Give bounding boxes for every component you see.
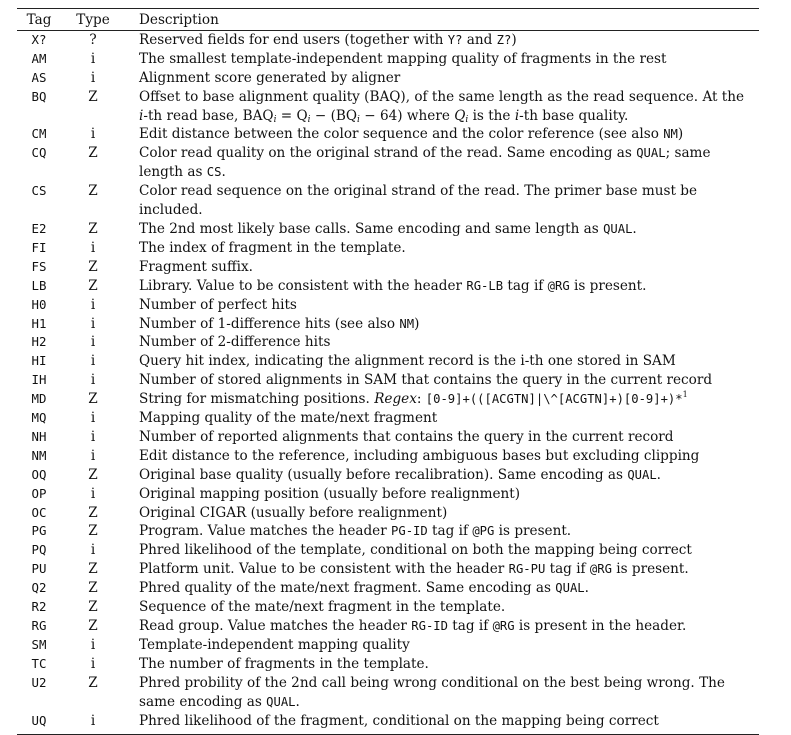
tag-cell: MD	[31, 391, 47, 407]
table-row	[17, 712, 759, 731]
type-cell: Z	[88, 674, 98, 691]
type-cell: Z	[88, 504, 98, 521]
table-row	[17, 674, 759, 712]
description-cell: Number of perfect hits	[139, 296, 297, 313]
tag-cell: CQ	[31, 145, 47, 161]
type-cell: i	[90, 239, 96, 256]
type-cell: i	[90, 353, 96, 370]
description-cell: Original base quality (usually before recalibration). Same encoding as QUAL.	[139, 466, 661, 483]
description-cell: Phred likelihood of the template, conditional on both the mapping being correct	[139, 542, 692, 559]
table-row	[17, 466, 759, 485]
type-cell: Z	[88, 580, 98, 597]
sam-tags-table	[17, 8, 759, 735]
header-type: Type	[76, 12, 110, 28]
top-rule	[17, 8, 759, 9]
tag-cell: MQ	[31, 410, 47, 426]
description-cell: Template-independent mapping quality	[139, 636, 410, 653]
tag-cell: PU	[31, 561, 47, 577]
type-cell: i	[90, 410, 96, 427]
description-cell: The 2nd most likely base calls. Same encoding and same length as QUAL.	[139, 220, 637, 237]
table-row	[17, 560, 759, 579]
table-row	[17, 636, 759, 655]
tag-cell: PG	[31, 523, 47, 539]
tag-cell: FI	[31, 239, 47, 255]
tag-cell: H1	[31, 315, 47, 331]
table-row	[17, 277, 759, 296]
description-cell: Program. Value matches the header PG-ID tag if @PG is present.	[139, 523, 572, 540]
type-cell: Z	[88, 561, 98, 578]
description-cell: Number of stored alignments in SAM that contains the query in the current record	[139, 372, 713, 389]
tag-cell: OQ	[31, 466, 47, 482]
tag-cell: HI	[31, 353, 47, 369]
description-cell: Alignment score generated by aligner	[139, 69, 401, 86]
description-cell: Original mapping position (usually before realignment)	[139, 485, 521, 502]
type-cell: Z	[88, 618, 98, 634]
table-row	[17, 88, 759, 126]
tag-cell: U2	[31, 674, 47, 690]
table-body	[17, 31, 759, 731]
tag-cell: BQ	[31, 88, 47, 104]
tag-cell: SM	[31, 636, 47, 652]
table-row	[17, 655, 759, 674]
table-row	[17, 598, 759, 617]
description-cell: Platform unit. Value to be consistent with the header RG-PU tag if @RG is present.	[139, 561, 689, 578]
table-row	[17, 333, 759, 352]
tag-cell: CM	[31, 126, 47, 142]
table-row	[17, 390, 759, 409]
description-cell: Phred probility of the 2nd call being wrong conditional on the best being wrong. The same encoding as QUAL.	[139, 674, 725, 710]
table-row	[17, 125, 759, 144]
description-cell: Reserved fields for end users (together with Y? and Z?)	[139, 31, 517, 48]
table-row	[17, 447, 759, 466]
header-description: Description	[139, 12, 219, 28]
description-cell: Color read sequence on the original strand of the read. The primer base must be included.	[139, 183, 698, 219]
description-cell: Color read quality on the original strand of the read. Same encoding as QUAL; same length as CS.	[139, 145, 711, 181]
type-cell: Z	[88, 220, 98, 237]
type-cell: Z	[88, 466, 98, 483]
type-cell: Z	[88, 277, 98, 294]
tag-cell: UQ	[31, 712, 47, 728]
description-cell: Original CIGAR (usually before realignment)	[139, 504, 448, 521]
table-row	[17, 182, 759, 220]
tag-cell: AM	[31, 50, 47, 66]
type-cell: Z	[88, 523, 98, 540]
tag-cell: E2	[31, 220, 47, 236]
type-cell: i	[90, 69, 96, 86]
description-cell: Sequence of the mate/next fragment in the template.	[139, 599, 506, 616]
type-cell: i	[90, 126, 96, 143]
table-row	[17, 485, 759, 504]
type-cell: ?	[89, 31, 97, 48]
type-cell: i	[90, 334, 96, 351]
table-row	[17, 31, 759, 50]
tag-cell: X?	[31, 31, 47, 47]
type-cell: i	[90, 447, 96, 464]
table-row	[17, 541, 759, 560]
tag-cell: OC	[31, 504, 47, 520]
description-cell: Mapping quality of the mate/next fragment	[139, 410, 438, 427]
table-row	[17, 315, 759, 334]
type-cell: Z	[88, 258, 98, 275]
tag-cell: LB	[31, 277, 47, 293]
type-cell: i	[90, 50, 96, 67]
type-cell: Z	[88, 391, 98, 408]
tag-cell: OP	[31, 485, 47, 501]
tag-cell: PQ	[31, 542, 47, 558]
type-cell: i	[90, 655, 96, 672]
type-cell: Z	[88, 183, 98, 200]
tag-cell: Q2	[31, 580, 47, 596]
tag-cell: RG	[31, 618, 47, 633]
table-row	[17, 522, 759, 541]
type-cell: i	[90, 428, 96, 445]
tag-cell: CS	[31, 183, 47, 199]
table-row	[17, 296, 759, 315]
tag-cell: R2	[31, 599, 47, 615]
footnote-marker: 1	[682, 390, 688, 400]
table-row	[17, 504, 759, 523]
description-cell: String for mismatching positions. Regex: [0-9]+(([ACGTN]|\^[ACGTN]+)[0-9]+)*$^1$	[139, 390, 688, 408]
tag-cell: H0	[31, 296, 47, 312]
description-cell: The smallest template-independent mapping quality of fragments in the rest	[139, 50, 667, 67]
type-cell: i	[90, 485, 96, 502]
description-cell: Edit distance to the reference, including ambiguous bases but excluding clipping	[139, 447, 700, 464]
type-cell: Z	[88, 145, 98, 162]
tag-cell: TC	[31, 655, 47, 671]
table-row	[17, 144, 759, 182]
description-cell: Edit distance between the color sequence and the color reference (see also NM)	[139, 126, 684, 143]
type-cell: i	[90, 636, 96, 653]
tag-cell: AS	[31, 69, 47, 85]
tag-cell: FS	[31, 258, 47, 274]
table-row	[17, 258, 759, 277]
description-cell: Number of reported alignments that contains the query in the current record	[139, 428, 674, 445]
description-cell: Query hit index, indicating the alignment record is the i-th one stored in SAM	[139, 353, 676, 370]
description-cell: Fragment suffix.	[139, 258, 253, 275]
description-cell: The index of fragment in the template.	[139, 239, 406, 256]
table-row	[17, 69, 759, 88]
description-cell: Number of 2-difference hits	[139, 334, 331, 351]
description-cell: Phred quality of the mate/next fragment. Same encoding as QUAL.	[139, 580, 589, 597]
tag-cell: H2	[31, 334, 47, 350]
type-cell: Z	[88, 88, 98, 105]
type-cell: i	[90, 296, 96, 313]
type-cell: i	[90, 315, 96, 332]
type-cell: Z	[88, 599, 98, 616]
header-row	[17, 11, 759, 30]
description-cell: Library. Value to be consistent with the header RG-LB tag if @RG is present.	[139, 277, 647, 294]
type-cell: i	[90, 542, 96, 559]
description-cell: Phred likelihood of the fragment, conditional on the mapping being correct	[139, 712, 659, 729]
tag-cell: IH	[31, 372, 47, 388]
table-row	[17, 352, 759, 371]
table-row	[17, 50, 759, 69]
description-cell: Offset to base alignment quality (BAQ), of the same length as the read sequence. At the i-th read base, $BAQ_i = Q_i - (BQ_i - 64)$ where $Q_i$ is the i-th base quality.	[139, 88, 745, 125]
description-cell: Read group. Value matches the header RG-ID tag if @RG is present in the header.	[139, 618, 687, 634]
description-cell: Number of 1-difference hits (see also NM)	[139, 315, 420, 332]
table-row	[17, 617, 759, 636]
table-row	[17, 409, 759, 428]
type-cell: i	[90, 372, 96, 389]
header-tag: Tag	[26, 12, 52, 28]
table-row	[17, 371, 759, 390]
tag-cell: NH	[31, 428, 47, 444]
table-row	[17, 239, 759, 258]
tag-cell: NM	[31, 447, 47, 463]
table-row	[17, 220, 759, 239]
table-row	[17, 579, 759, 598]
table-row	[17, 428, 759, 447]
type-cell: i	[90, 712, 96, 729]
description-cell: The number of fragments in the template.	[139, 655, 429, 672]
